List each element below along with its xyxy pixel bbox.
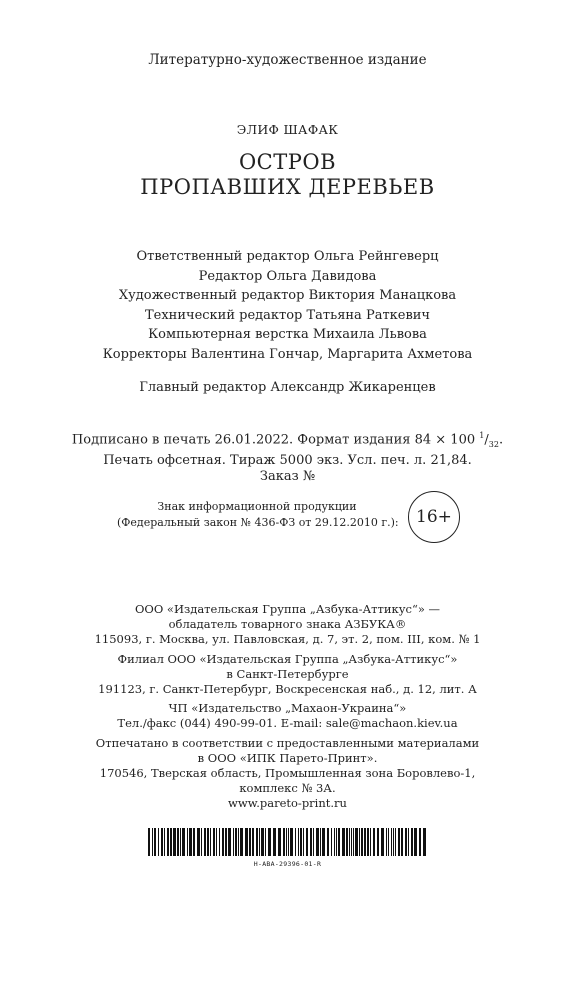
barcode-bar bbox=[283, 828, 285, 856]
barcode bbox=[148, 828, 428, 856]
publisher-line: в Санкт-Петербурге bbox=[226, 666, 349, 681]
barcode-bar bbox=[225, 828, 227, 856]
barcode-bar bbox=[204, 828, 206, 856]
publisher-line: Отпечатано в соответствии с предоставленными материалами bbox=[95, 735, 480, 750]
barcode-bar bbox=[298, 828, 299, 856]
publisher-line: 115093, г. Москва, ул. Павловская, д. 7, эт. 2, пом. III, ком. № 1 bbox=[94, 632, 481, 647]
barcode-bar bbox=[245, 828, 248, 856]
credit-line: Редактор Ольга Давидова bbox=[198, 268, 377, 284]
publisher-line: Тел./факс (044) 490-99-01. E-mail: sale@machaon.kiev.ua bbox=[117, 716, 458, 731]
barcode-bar bbox=[367, 828, 369, 856]
barcode-bar bbox=[177, 828, 179, 856]
barcode-bar bbox=[401, 828, 403, 856]
credit-line: Компьютерная верстка Михаила Львова bbox=[148, 327, 427, 342]
barcode-bar bbox=[228, 828, 231, 856]
author-name: ЭЛИФ ШАФАК bbox=[236, 122, 339, 137]
barcode-bar bbox=[278, 828, 281, 856]
barcode-bar bbox=[346, 828, 348, 856]
barcode-bar bbox=[381, 828, 384, 856]
barcode-bar bbox=[170, 828, 172, 856]
publisher-block-1 bbox=[0, 602, 575, 648]
barcode-bar bbox=[259, 828, 260, 856]
barcode-bar bbox=[187, 828, 188, 856]
barcode-bar bbox=[167, 828, 169, 856]
barcode-bar bbox=[342, 828, 345, 856]
barcode-bar bbox=[265, 828, 266, 856]
chief-editor: Главный редактор Александр Жикаренцев bbox=[139, 380, 436, 395]
barcode-bar bbox=[238, 828, 239, 856]
publisher-line: ООО «Издательская Группа „Азбука-Аттикус“» — bbox=[134, 602, 441, 616]
barcode-bar bbox=[233, 828, 234, 856]
fraction-numerator: 1 bbox=[479, 431, 485, 440]
barcode-bar bbox=[316, 828, 319, 856]
publisher-line: комплекс № 3А. bbox=[239, 781, 336, 796]
print-line-3: Заказ № bbox=[259, 468, 316, 484]
credits-list bbox=[0, 247, 575, 364]
publisher-info bbox=[0, 602, 575, 812]
barcode-bar bbox=[240, 828, 243, 856]
barcode-bar bbox=[256, 828, 258, 856]
barcode-bar bbox=[361, 828, 363, 856]
publisher-line: в ООО «ИПК Парето-Принт». bbox=[197, 750, 378, 765]
barcode-bar bbox=[355, 828, 358, 856]
barcode-bar bbox=[377, 828, 379, 856]
credit-line: Художественный редактор Виктория Манацкова bbox=[118, 288, 457, 303]
barcode-bar bbox=[295, 828, 296, 856]
barcode-bar bbox=[173, 828, 176, 856]
barcode-bar bbox=[303, 828, 304, 856]
barcode-bar bbox=[152, 828, 153, 856]
barcode-bar bbox=[373, 828, 375, 856]
barcode-bar bbox=[351, 828, 352, 856]
barcode-bar bbox=[193, 828, 195, 856]
publisher-line: 191123, г. Санкт-Петербург, Воскресенская наб., д. 12, лит. А bbox=[98, 682, 477, 697]
publisher-block-3 bbox=[0, 701, 575, 731]
barcode-bar bbox=[408, 828, 409, 856]
barcode-bar bbox=[261, 828, 264, 856]
credit-line: Технический редактор Татьяна Раткевич bbox=[144, 307, 431, 323]
barcode-bar bbox=[148, 828, 150, 856]
print-line-2: Печать офсетная. Тираж 5000 экз. Усл. печ. л. 21,84. bbox=[103, 452, 472, 468]
barcode-bar bbox=[158, 828, 159, 856]
publisher-url: www.pareto-print.ru bbox=[228, 796, 347, 811]
barcode-bar bbox=[310, 828, 312, 856]
barcode-bar bbox=[182, 828, 185, 856]
publisher-block-4 bbox=[0, 736, 575, 812]
barcode-bar bbox=[388, 828, 389, 856]
rating-label-line-1: Знак информационной продукции bbox=[157, 500, 357, 513]
barcode-bar bbox=[419, 828, 421, 856]
publisher-line: обладатель товарного знака АЗБУКА® bbox=[168, 617, 407, 632]
barcode-bar bbox=[286, 828, 287, 856]
publisher-line: 170546, Тверская область, Промышленная зона Боровлево-1, bbox=[99, 766, 476, 781]
barcode-bar bbox=[210, 828, 211, 856]
fraction-denominator: 32 bbox=[488, 439, 499, 449]
barcode-bar bbox=[268, 828, 271, 856]
barcode-bar bbox=[423, 828, 426, 856]
barcode-bar bbox=[222, 828, 224, 856]
barcode-bar bbox=[349, 828, 350, 856]
barcode-bar bbox=[322, 828, 325, 856]
barcode-bar bbox=[213, 828, 215, 856]
barcode-bar bbox=[411, 828, 413, 856]
barcode-bar bbox=[273, 828, 276, 856]
barcode-bar bbox=[235, 828, 237, 856]
barcode-bar bbox=[313, 828, 314, 856]
barcode-bar bbox=[288, 828, 289, 856]
barcode-code: H-ABA-29396-01-R bbox=[253, 860, 322, 868]
barcode-bar bbox=[216, 828, 217, 856]
barcode-bar bbox=[334, 828, 335, 856]
barcode-bar bbox=[300, 828, 302, 856]
barcode-bar bbox=[201, 828, 202, 856]
barcode-bar bbox=[207, 828, 209, 856]
barcode-bar bbox=[306, 828, 308, 856]
barcode-bar bbox=[338, 828, 340, 856]
barcode-bar bbox=[161, 828, 163, 856]
age-rating-badge: 16+ bbox=[408, 491, 460, 543]
print-line-1: Подписано в печать 26.01.2022. Формат издания 84 × 100 $^1/_{32}$. bbox=[71, 431, 504, 449]
barcode-bar bbox=[364, 828, 366, 856]
barcode-bar bbox=[353, 828, 354, 856]
barcode-bar bbox=[197, 828, 200, 856]
barcode-bar bbox=[219, 828, 220, 856]
print-format-text: Подписано в печать 26.01.2022. Формат издания 84 × 100 bbox=[71, 432, 480, 448]
barcode-bar bbox=[252, 828, 254, 856]
publisher-line: ЧП «Издательство „Махаон-Украина“» bbox=[168, 701, 407, 716]
barcode-bar bbox=[290, 828, 293, 856]
barcode-bar bbox=[320, 828, 321, 856]
barcode-bar bbox=[336, 828, 337, 856]
barcode-bar bbox=[327, 828, 329, 856]
barcode-bar bbox=[393, 828, 394, 856]
genre-label: Литературно-художественное издание bbox=[148, 52, 427, 68]
barcode-bar bbox=[164, 828, 165, 856]
title-line-2: ПРОПАВШИХ ДЕРЕВЬЕВ bbox=[140, 175, 435, 199]
credit-line: Ответственный редактор Ольга Рейнгеверц bbox=[136, 249, 439, 264]
rating-label-line-2: (Федеральный закон № 436-ФЗ от 29.12.2010 г.): bbox=[117, 516, 399, 529]
print-info bbox=[0, 428, 575, 485]
barcode-bar bbox=[405, 828, 407, 856]
barcode-bar bbox=[189, 828, 192, 856]
barcode-bar bbox=[398, 828, 400, 856]
barcode-bar bbox=[391, 828, 392, 856]
barcode-bar bbox=[414, 828, 417, 856]
barcode-bar bbox=[370, 828, 371, 856]
barcode-bar bbox=[154, 828, 156, 856]
barcode-bar bbox=[359, 828, 360, 856]
barcode-bar bbox=[395, 828, 396, 856]
barcode-bar bbox=[180, 828, 181, 856]
barcode-bar bbox=[386, 828, 387, 856]
title-line-1: ОСТРОВ bbox=[238, 150, 337, 174]
book-title bbox=[0, 150, 575, 200]
age-rating-label bbox=[117, 499, 397, 531]
publisher-block-2 bbox=[0, 652, 575, 698]
barcode-bar bbox=[249, 828, 251, 856]
publisher-line: Филиал ООО «Издательская Группа „Азбука-Аттикус“» bbox=[117, 651, 458, 666]
credit-line: Корректоры Валентина Гончар, Маргарита Ахметова bbox=[102, 346, 473, 362]
barcode-bar bbox=[331, 828, 332, 856]
